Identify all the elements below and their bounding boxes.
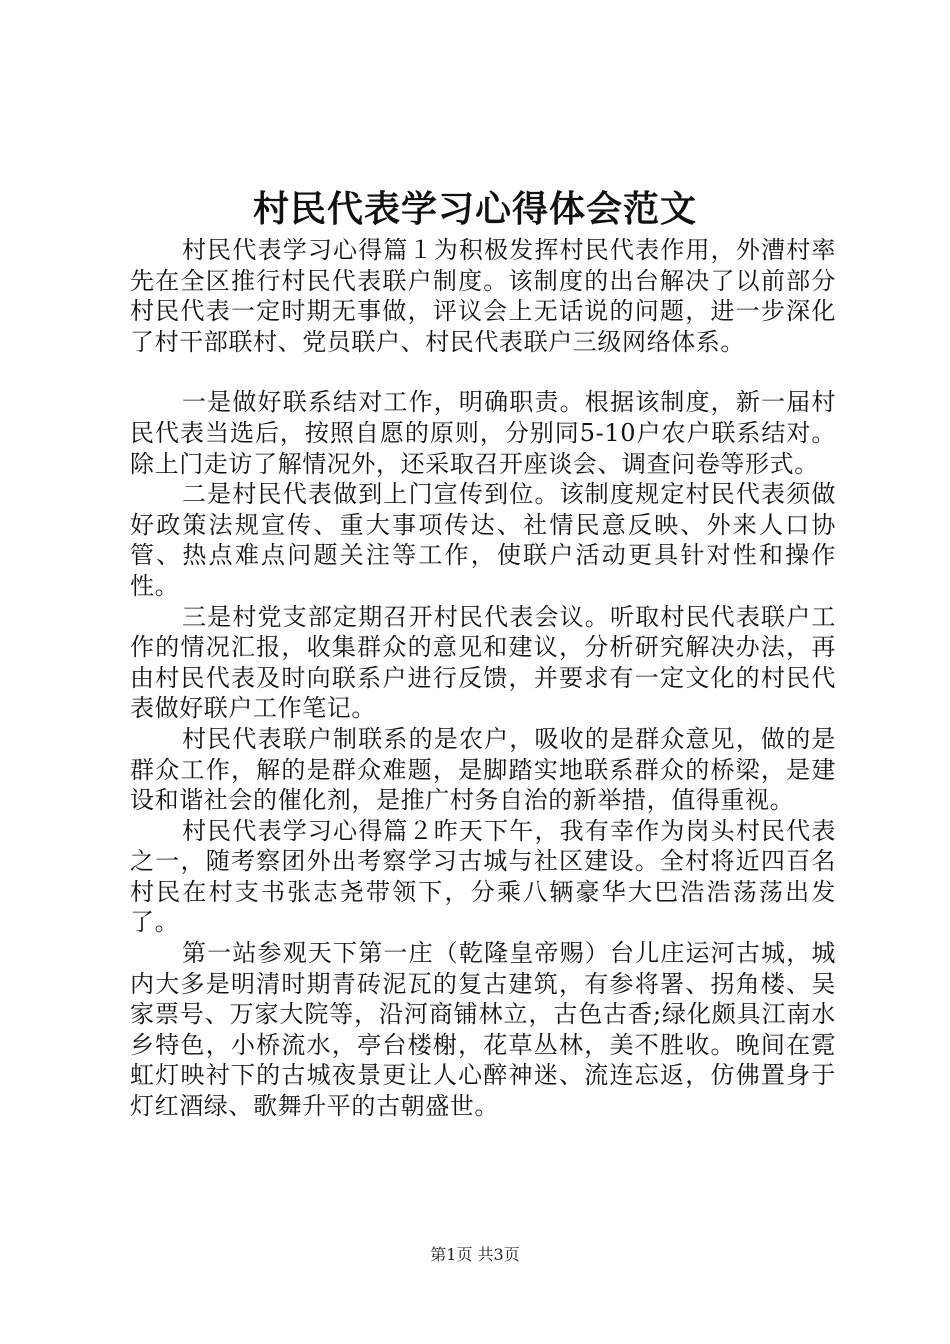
paragraph-gap [130,357,836,387]
paragraph-1: 村民代表学习心得篇１为积极发挥村民代表作用，外漕村率先在全区推行村民代表联户制度。该制度的出台解决了以前部分村民代表一定时期无事做，评议会上无话说的问题，进一步深化了村干部联村、党员联户、村民代表联户三级网络体系。 [130,236,836,356]
page-number-footer: 第1页 共3页 [430,1245,520,1264]
document-body [130,235,836,1122]
paragraph-6: 村民代表学习心得篇２昨天下午，我有幸作为岗头村民代表之一，随考察团外出考察学习古城与社区建设。全村将近四百名村民在村支书张志尧带领下，分乘八辆豪华大巴浩浩荡荡出发了。 [130,816,836,937]
paragraph-7: 第一站参观天下第一庄（乾隆皇帝赐）台儿庄运河古城，城内大多是明清时期青砖泥瓦的复古建筑，有参将署、拐角楼、吴家票号、万家大院等，沿河商铺林立，古色古香;绿化颇具江南水乡特色，小桥流水，亭台楼榭，花草丛林，美不胜收。晚间在霓虹灯映衬下的古城夜景更让人心醉神迷、流连忘返，仿佛置身于灯红酒绿、歌舞升平的古朝盛世。 [130,939,836,1121]
paragraph-5: 村民代表联户制联系的是农户，吸收的是群众意见，做的是群众工作，解的是群众难题，是脚踏实地联系群众的桥梁，是建设和谐社会的催化剂，是推广村务自治的新举措，值得重视。 [130,724,836,815]
paragraph-2: 一是做好联系结对工作，明确职责。根据该制度，新一届村民代表当选后，按照自愿的原则，分别同5-10户农户联系结对。除上门走访了解情况外，还采取召开座谈会、调查问卷等形式。 [130,388,836,478]
paragraph-4: 三是村党支部定期召开村民代表会议。听取村民代表联户工作的情况汇报，收集群众的意见和建议，分析研究解决办法，再由村民代表及时向联系户进行反馈，并要求有一定文化的村民代表做好联户工作笔记。 [130,602,836,723]
paragraph-3: 二是村民代表做到上门宣传到位。该制度规定村民代表须做好政策法规宣传、重大事项传达、社情民意反映、外来人口协管、热点难点问题关注等工作，使联户活动更具针对性和操作性。 [130,480,836,600]
document-title: 村民代表学习心得体会范文 [252,188,697,230]
